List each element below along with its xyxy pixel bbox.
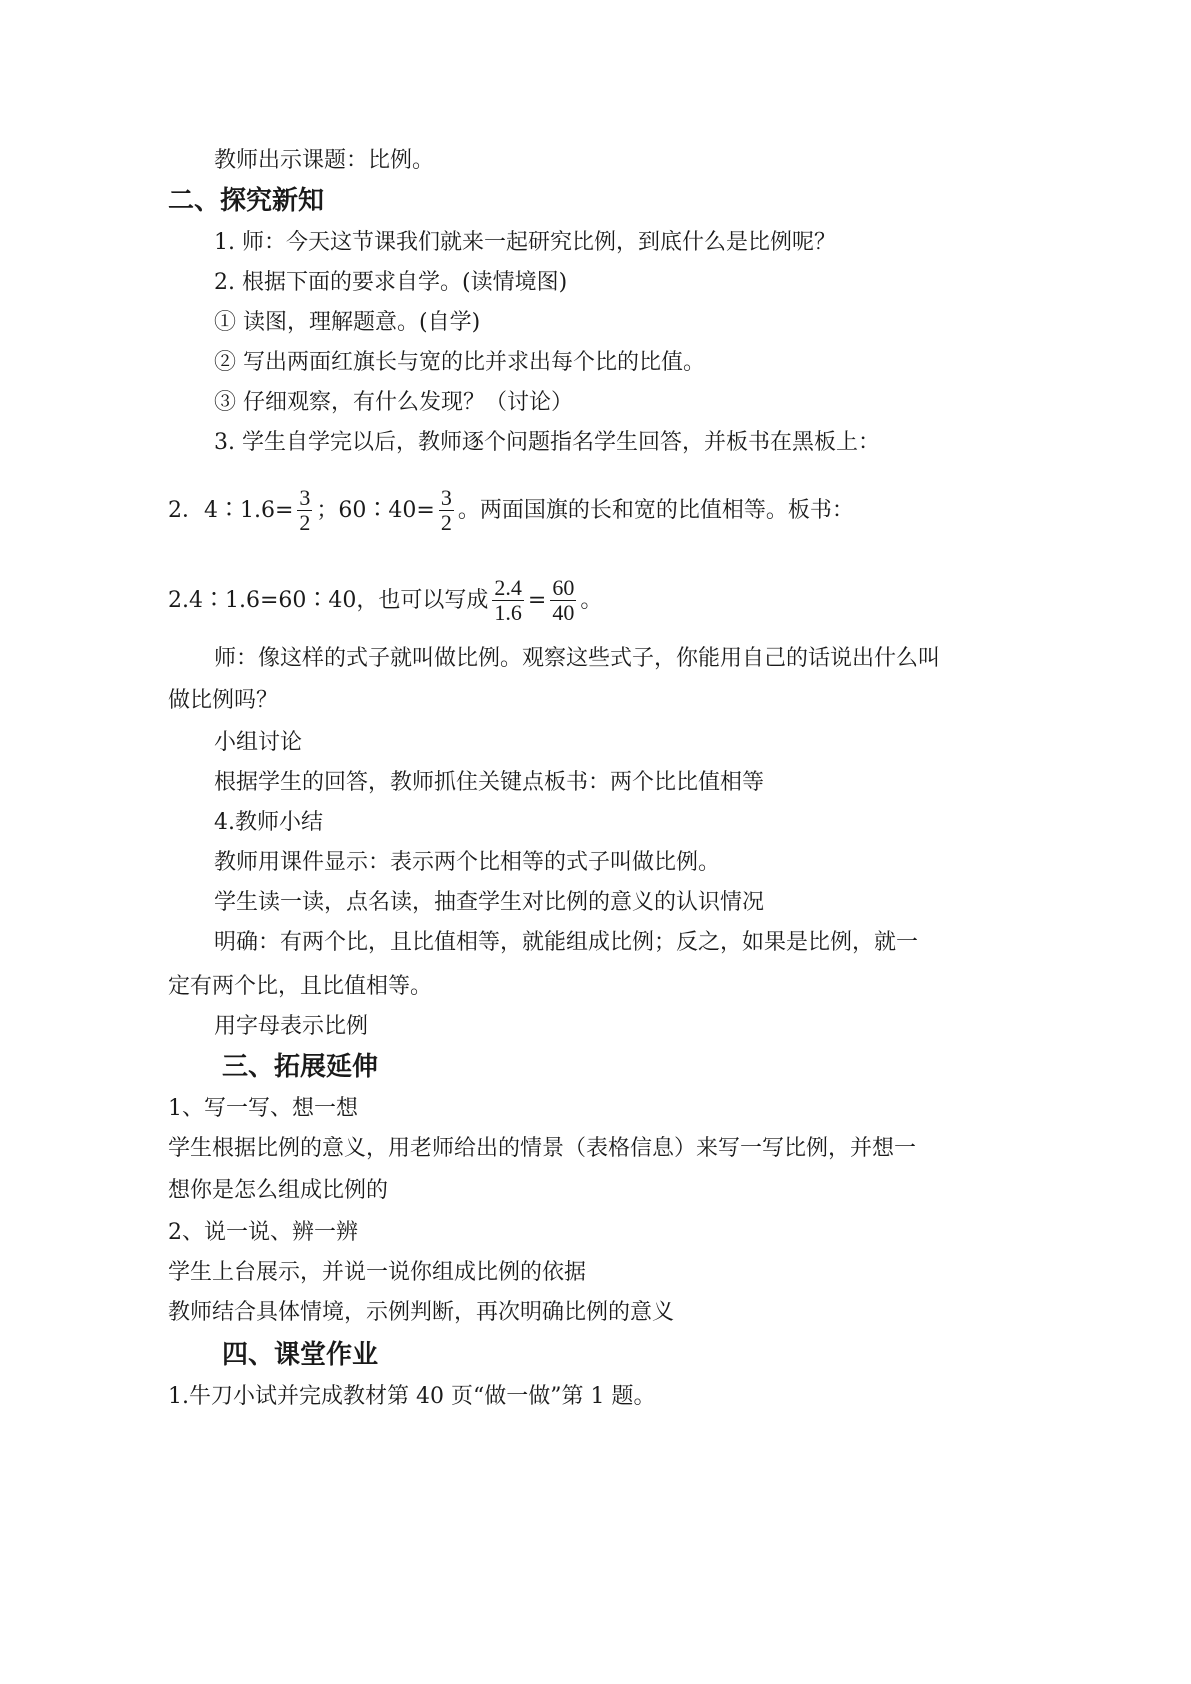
fraction-numerator: 60 xyxy=(552,575,575,600)
body-text: 4.教师小结 xyxy=(214,810,323,835)
body-text: 学生上台展示，并说一说你组成比例的依据 xyxy=(168,1260,587,1285)
list-item: ① 读图，理解题意。(自学) xyxy=(214,310,481,335)
body-text: 学生根据比例的意义，用老师给出的情景（表格信息）来写一写比例，并想一 xyxy=(168,1136,917,1161)
body-text: 定有两个比，且比值相等。 xyxy=(168,974,433,999)
math-text: 2．4∶1.6= xyxy=(168,497,294,523)
math-text: = xyxy=(527,587,547,613)
fraction-denominator: 2 xyxy=(299,510,311,535)
body-text: 3. 学生自学完以后，教师逐个问题指名学生回答，并板书在黑板上： xyxy=(214,430,880,455)
list-item: ③ 仔细观察，有什么发现？（讨论） xyxy=(214,390,573,415)
fraction xyxy=(439,486,454,535)
math-line xyxy=(168,576,602,625)
body-text: 想你是怎么组成比例的 xyxy=(168,1178,389,1203)
fraction xyxy=(550,576,576,625)
math-text: ；60∶40= xyxy=(316,497,435,523)
body-text: 用字母表示比例 xyxy=(214,1014,369,1039)
fraction-denominator: 2 xyxy=(440,510,452,535)
section-heading: 三、拓展延伸 xyxy=(222,1052,379,1082)
body-text: 1.牛刀小试并完成教材第 40 页“做一做”第 1 题。 xyxy=(168,1384,656,1409)
body-text: 1、写一写、想一想 xyxy=(168,1096,358,1121)
fraction-denominator: 40 xyxy=(552,600,575,625)
fraction-numerator: 3 xyxy=(440,485,452,510)
fraction xyxy=(297,486,312,535)
math-text: 。两面国旗的长和宽的比值相等。板书： xyxy=(457,497,854,523)
body-text: 明确：有两个比，且比值相等，就能组成比例；反之，如果是比例，就一 xyxy=(214,930,919,955)
body-text: 教师用课件显示：表示两个比相等的式子叫做比例。 xyxy=(214,850,721,875)
body-text: 小组讨论 xyxy=(214,730,303,755)
list-item: ② 写出两面红旗长与宽的比并求出每个比的比值。 xyxy=(214,350,705,375)
fraction xyxy=(492,576,524,625)
fraction-numerator: 3 xyxy=(299,485,311,510)
math-text: 2.4∶1.6=60∶40，也可以写成 xyxy=(168,587,489,613)
body-text: 做比例吗？ xyxy=(168,688,279,713)
math-text: 。 xyxy=(580,587,603,613)
body-text: 师：像这样的式子就叫做比例。观察这些式子，你能用自己的话说出什么叫 xyxy=(214,646,941,671)
section-heading: 四、课堂作业 xyxy=(222,1340,379,1370)
math-line xyxy=(168,486,854,535)
body-text: 根据学生的回答，教师抓住关键点板书：两个比比值相等 xyxy=(214,770,765,795)
body-text: 学生读一读，点名读，抽查学生对比例的意义的认识情况 xyxy=(214,890,765,915)
section-heading: 二、探究新知 xyxy=(168,186,325,216)
body-text: 教师出示课题：比例。 xyxy=(214,148,435,173)
fraction-denominator: 1.6 xyxy=(494,600,522,625)
body-text: 1. 师：今天这节课我们就来一起研究比例，到底什么是比例呢？ xyxy=(214,230,836,255)
body-text: 2. 根据下面的要求自学。(读情境图) xyxy=(214,270,568,295)
body-text: 2、说一说、辨一辨 xyxy=(168,1220,358,1245)
fraction-numerator: 2.4 xyxy=(494,575,522,600)
body-text: 教师结合具体情境，示例判断，再次明确比例的意义 xyxy=(168,1300,675,1325)
